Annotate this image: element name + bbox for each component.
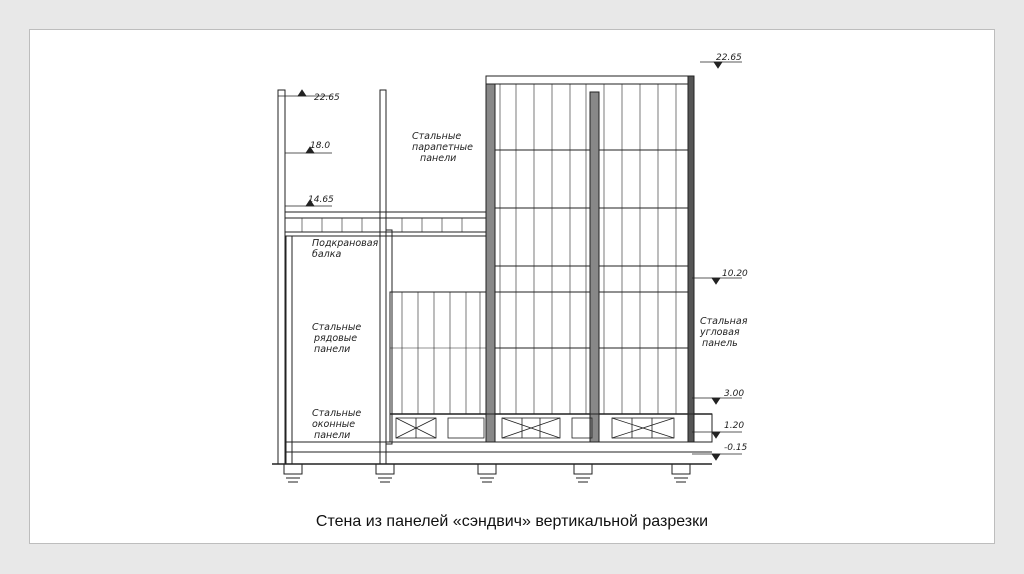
label-window-line-1: Стальные <box>312 408 362 419</box>
foundations <box>284 464 690 482</box>
label-row-line-3: панели <box>314 344 351 355</box>
label-parapet-line-1: Стальные <box>412 131 462 142</box>
label-row-line-2: рядовые <box>314 333 358 344</box>
wall-section-drawing <box>272 40 753 486</box>
label-parapet-line-3: панели <box>420 153 457 164</box>
label-corner-line-3: панель <box>702 338 738 349</box>
mark-right-2: 3.00 <box>724 389 745 399</box>
mark-top-left: 22.65 <box>314 93 340 103</box>
mark-right-4: -0.15 <box>724 443 748 453</box>
slide-caption: Стена из панелей «сэндвич» вертикальной разрезки <box>315 513 709 530</box>
label-crane-line-2: балка <box>312 249 342 260</box>
label-crane-line-1: Подкрановая <box>312 238 379 249</box>
label-corner-line-1: Стальная <box>700 316 748 327</box>
mark-crane-level: 14.65 <box>308 195 334 205</box>
label-parapet-line-2: парапетные <box>412 142 474 153</box>
mark-mid-left: 18.0 <box>310 141 331 151</box>
mark-right-3: 1.20 <box>724 421 745 431</box>
mark-top-right: 22.65 <box>716 53 742 63</box>
label-row-line-1: Стальные <box>312 322 362 333</box>
drawing-svg <box>272 40 753 486</box>
label-window-line-2: оконные <box>312 419 356 430</box>
mark-right-1: 10.20 <box>722 269 748 279</box>
label-window-line-3: панели <box>314 430 351 441</box>
label-corner-line-2: угловая <box>700 327 740 338</box>
